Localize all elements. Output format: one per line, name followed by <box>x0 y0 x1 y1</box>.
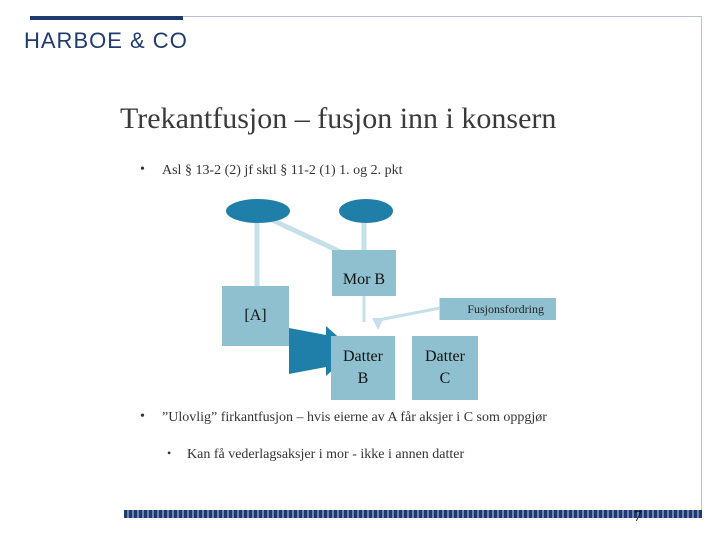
sub-bullet-consideration-shares: Kan få vederlagsaksjer i mor - ikke i annen datter <box>187 447 465 462</box>
box-datter-b <box>331 336 395 400</box>
bullet-legal-reference: Asl § 13-2 (2) jf sktl § 11-2 (1) 1. og 2. pkt <box>162 163 403 178</box>
connector-fusjon-arrow <box>378 308 440 320</box>
bullet-dot: • <box>140 409 145 424</box>
company-logo: HARBOE & CO <box>24 28 188 53</box>
page-number: 7 <box>634 508 642 525</box>
box-a <box>222 286 289 346</box>
shareholder-oval-1 <box>226 199 290 223</box>
box-fusjonsfordring-label: Fusjonsfordring <box>467 301 544 316</box>
box-a-label: [A] <box>244 307 267 324</box>
box-mor-b <box>332 250 396 296</box>
box-mor-b-label: Mor B <box>342 271 386 288</box>
bullet-dot: • <box>140 162 145 177</box>
sub-bullet-dot: • <box>167 446 172 460</box>
box-datter-b-label: Datter B <box>343 348 383 387</box>
box-datter-c-label: Datter C <box>425 348 465 387</box>
shareholder-oval-2 <box>339 199 393 223</box>
arrow-head-datterb <box>372 318 384 330</box>
slide-title: Trekantfusjon – fusjon inn i konsern <box>120 102 557 135</box>
footer-bar <box>124 510 702 518</box>
box-datter-c <box>412 336 478 400</box>
box-fusjonsfordring <box>440 298 556 320</box>
bullet-illegal-merger: ”Ulovlig” firkantfusjon – hvis eierne av A får aksjer i C som oppgjør <box>162 410 547 425</box>
connector-oval1-mor <box>268 218 345 254</box>
